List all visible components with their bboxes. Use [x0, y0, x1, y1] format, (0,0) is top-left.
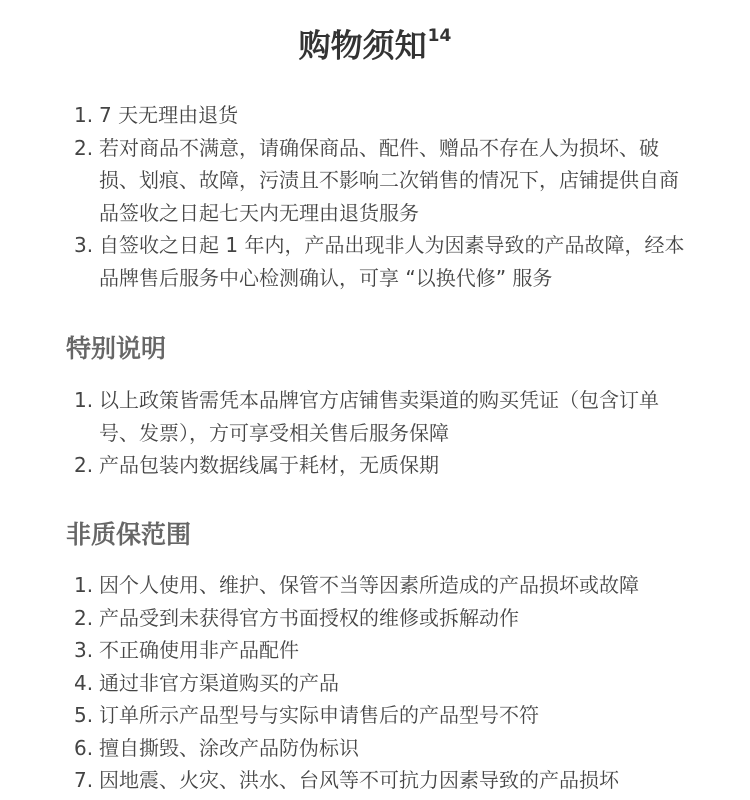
- list-item-text: 自签收之日起 1 年内，产品出现非人为因素导致的产品故障，经本品牌售后服务中心检测确认，可享 “以换代修” 服务: [99, 233, 685, 290]
- page-title: [0, 14, 750, 72]
- list-item-number: 1.: [74, 388, 94, 412]
- list-item-text: 以上政策皆需凭本品牌官方店铺售卖渠道的购买凭证（包含订单号、发票），方可享受相关售后服务保障: [99, 388, 659, 445]
- list-item-number: 1.: [74, 573, 94, 597]
- non-warranty-heading: 非质保范围: [66, 520, 192, 549]
- list-item-text: 订单所示产品型号与实际申请售后的产品型号不符: [99, 703, 539, 727]
- list-item-text: 因地震、火灾、洪水、台风等不可抗力因素导致的产品损坏: [99, 768, 619, 792]
- list-item: [0, 732, 750, 765]
- list-item: [0, 229, 750, 294]
- list-item-number: 2.: [74, 605, 94, 630]
- list-item-text: 产品包装内数据线属于耗材，无质保期: [99, 453, 439, 477]
- list-item-text: 擅自撕毁、涂改产品防伪标识: [99, 735, 359, 760]
- list-item-number: 7.: [74, 768, 94, 792]
- list-item-number: 1.: [74, 103, 94, 127]
- list-item-number: 3.: [74, 638, 94, 662]
- list-item: [0, 667, 750, 700]
- special-notes-heading: 特别说明: [66, 334, 167, 363]
- non-warranty-list: [0, 569, 750, 797]
- list-item-text: 不正确使用非产品配件: [99, 638, 299, 662]
- list-item-number: 5.: [74, 703, 94, 727]
- list-item-number: 2.: [74, 453, 94, 477]
- list-item: [0, 132, 750, 230]
- list-item-number: 2.: [74, 135, 94, 160]
- list-item: [0, 569, 750, 602]
- list-item: [0, 384, 750, 449]
- list-item-number: 3.: [74, 233, 94, 257]
- list-item: [0, 449, 750, 482]
- list-item: [0, 764, 750, 797]
- special-notes-list: [0, 384, 750, 482]
- list-item: [0, 99, 750, 132]
- list-item: [0, 602, 750, 635]
- list-item-text: 7 天无理由退货: [99, 103, 239, 127]
- list-item-number: 4.: [74, 670, 94, 695]
- list-item-text: 通过非官方渠道购买的产品: [99, 670, 339, 695]
- list-item-text: 因个人使用、维护、保管不当等因素所造成的产品损坏或故障: [99, 573, 639, 597]
- page-title-text: 购物须知: [298, 26, 427, 65]
- list-item-text: 产品受到未获得官方书面授权的维修或拆解动作: [99, 605, 519, 630]
- list-item: [0, 699, 750, 732]
- return-policy-list: [0, 99, 750, 294]
- list-item-text: 若对商品不满意，请确保商品、配件、赠品不存在人为损坏、破损、划痕、故障，污渍且不影响二次销售的情况下，店铺提供自商品签收之日起七天内无理由退货服务: [99, 135, 679, 225]
- list-item-number: 6.: [74, 735, 94, 760]
- list-item: [0, 634, 750, 667]
- page-title-superscript: 14: [427, 26, 452, 46]
